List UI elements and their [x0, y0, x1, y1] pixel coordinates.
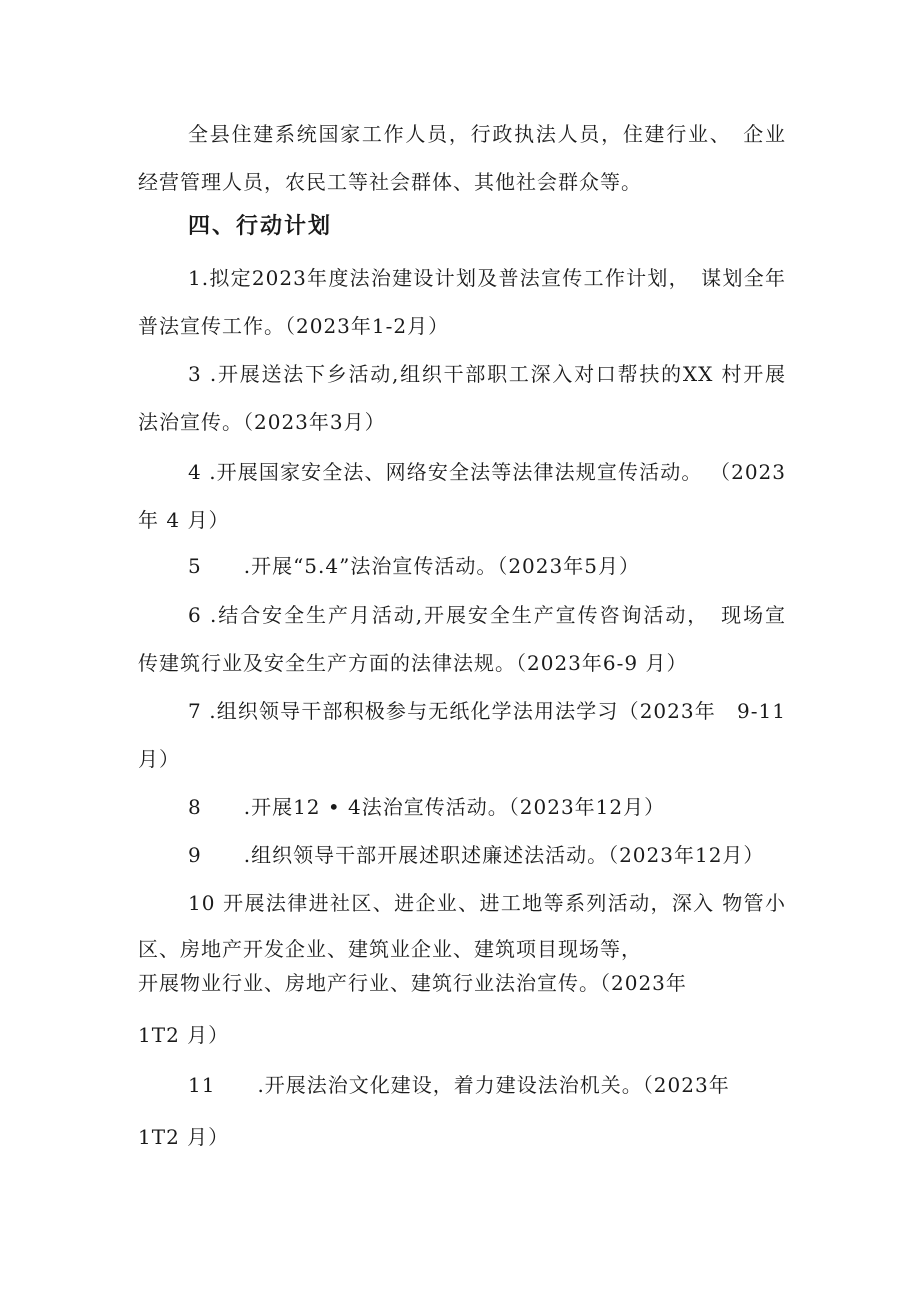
paragraph-line: 7 .组织领导干部积极参与无纸化学法用法学习（2023年 9-11: [188, 699, 786, 723]
paragraph-line: 区、房地产开发企业、建筑业企业、建筑项目现场等，: [138, 937, 642, 961]
paragraph-line: 开展物业行业、房地产行业、建筑行业法治宣传。（2023年: [138, 971, 687, 995]
paragraph-line: 6 .结合安全生产月活动,开展安全生产宣传咨询活动， 现场宣: [188, 603, 786, 627]
paragraph-line: 法治宣传。（2023年3月）: [138, 410, 386, 434]
paragraph-line: 全县住建系统国家工作人员，行政执法人员，住建行业、 企业: [188, 122, 786, 146]
paragraph-line: 11 .开展法治文化建设，着力建设法治机关。（2023年: [188, 1073, 730, 1097]
paragraph-line: 传建筑行业及安全生产方面的法律法规。（2023年6-9 月）: [138, 651, 688, 675]
paragraph-line: 3 .开展送法下乡活动,组织干部职工深入对口帮扶的XX 村开展: [188, 362, 786, 386]
paragraph-line: 年 4 月）: [138, 508, 230, 532]
paragraph-line: 8 .开展12 • 4法治宣传活动。（2023年12月）: [188, 795, 666, 819]
paragraph-line: 月）: [138, 747, 180, 771]
paragraph-line: 经营管理人员，农民工等社会群体、其他社会群众等。: [138, 170, 642, 194]
paragraph-line: 1T2 月）: [138, 1023, 230, 1047]
paragraph-line: 1.拟定2023年度法治建设计划及普法宣传工作计划， 谋划全年: [188, 266, 786, 290]
paragraph-line: 4 .开展国家安全法、网络安全法等法律法规宣传活动。 （2023: [188, 460, 786, 484]
paragraph-line: 9 .组织领导干部开展述职述廉述法活动。（2023年12月）: [188, 843, 765, 867]
paragraph-line: 普法宣传工作。（2023年1-2月）: [138, 314, 450, 338]
paragraph-line: 1T2 月）: [138, 1125, 230, 1149]
paragraph-line: 5 .开展“5.4”法治宣传活动。（2023年5月）: [188, 554, 640, 578]
paragraph-line: 10 开展法律进社区、进企业、进工地等系列活动，深入 物管小: [188, 891, 786, 915]
section-heading: 四、行动计划: [188, 214, 333, 239]
